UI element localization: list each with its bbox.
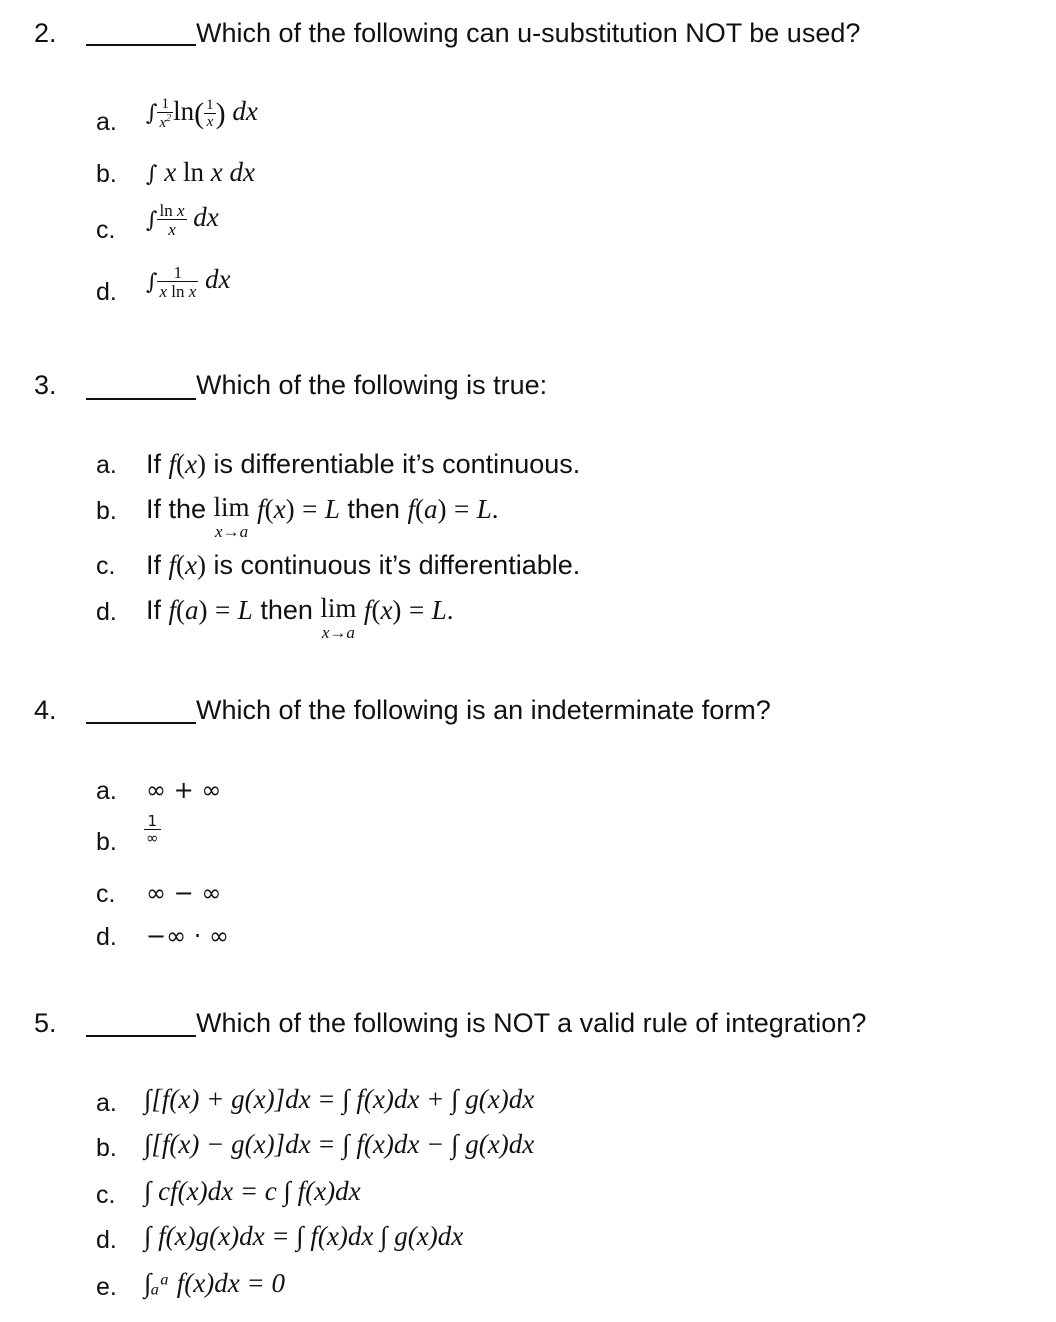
fraction-denominator: ∞: [146, 829, 159, 847]
option-label: e.: [96, 1273, 117, 1301]
option-label: c.: [96, 880, 116, 908]
option-expression: [144, 814, 161, 846]
option-text: If the lim x→a f(x) = L then f(a) = L.: [146, 492, 499, 541]
option-label: b.: [96, 1134, 117, 1162]
option-label: d.: [96, 923, 117, 951]
option-label: a.: [96, 777, 117, 805]
option-label: a.: [96, 1089, 117, 1117]
option-expression: −∞ · ∞: [146, 922, 229, 950]
option-label: b.: [96, 497, 117, 525]
question-number: 5.: [34, 1008, 57, 1038]
option-text: If f(a) = L then lim x→a f(x) = L.: [146, 593, 454, 642]
option-expression: ∫ $\frac{\text{ln x}}{x}$ dx: [146, 201, 219, 239]
option-label: a.: [96, 451, 117, 479]
option-expression: ∫[f(x) + g(x)]dx = ∫ f(x)dx + ∫ g(x)dx: [144, 1084, 535, 1114]
option-label: d.: [96, 598, 117, 626]
limit-subscript: x→a: [215, 522, 249, 541]
fraction-numerator: 1: [147, 812, 158, 830]
answer-blank[interactable]: [86, 398, 196, 400]
option-expression: ∫ $\frac{1}{x^2}$ ln( $\frac{1}{x}$ ) dx: [146, 95, 258, 131]
option-expression: ∫ₐᵃ f(x)dx = 0: [144, 1268, 285, 1298]
option-label: d.: [96, 1226, 117, 1254]
option-label: d.: [96, 278, 117, 306]
option-label: a.: [96, 108, 117, 136]
option-label: c.: [96, 216, 116, 244]
option-text: If f(x) is continuous it’s differentiable.: [146, 550, 581, 580]
question-number: 4.: [34, 695, 57, 725]
answer-blank[interactable]: [86, 722, 196, 724]
option-expression: ∫ x ln x dx: [146, 157, 255, 188]
limit-subscript: x→a: [321, 623, 355, 642]
answer-blank[interactable]: [86, 1035, 196, 1037]
option-label: b.: [96, 828, 117, 856]
option-text: If f(x) is differentiable it’s continuous.: [146, 449, 581, 479]
option-expression: ∫ $\frac{1}{\text{x ln x}}$ dx: [146, 263, 231, 301]
question-prompt: Which of the following is an indeterminate form?: [196, 695, 771, 725]
option-expression: ∫ cf(x)dx = c ∫ f(x)dx: [144, 1176, 361, 1206]
question-prompt: Which of the following is true:: [196, 370, 548, 400]
option-expression: ∞ + ∞: [146, 776, 222, 804]
option-expression: ∫[f(x) − g(x)]dx = ∫ f(x)dx − ∫ g(x)dx: [144, 1129, 535, 1159]
answer-blank[interactable]: [86, 44, 196, 46]
option-label: b.: [96, 160, 117, 188]
option-expression: ∞ − ∞: [146, 879, 222, 907]
question-prompt: Which of the following is NOT a valid rule of integration?: [196, 1008, 867, 1038]
question-number: 2.: [34, 18, 57, 48]
option-expression: ∫ f(x)g(x)dx = ∫ f(x)dx ∫ g(x)dx: [144, 1221, 464, 1251]
question-number: 3.: [34, 370, 57, 400]
question-prompt: Which of the following can u-substitution NOT be used?: [196, 18, 861, 48]
option-label: c.: [96, 552, 116, 580]
option-label: c.: [96, 1181, 116, 1209]
